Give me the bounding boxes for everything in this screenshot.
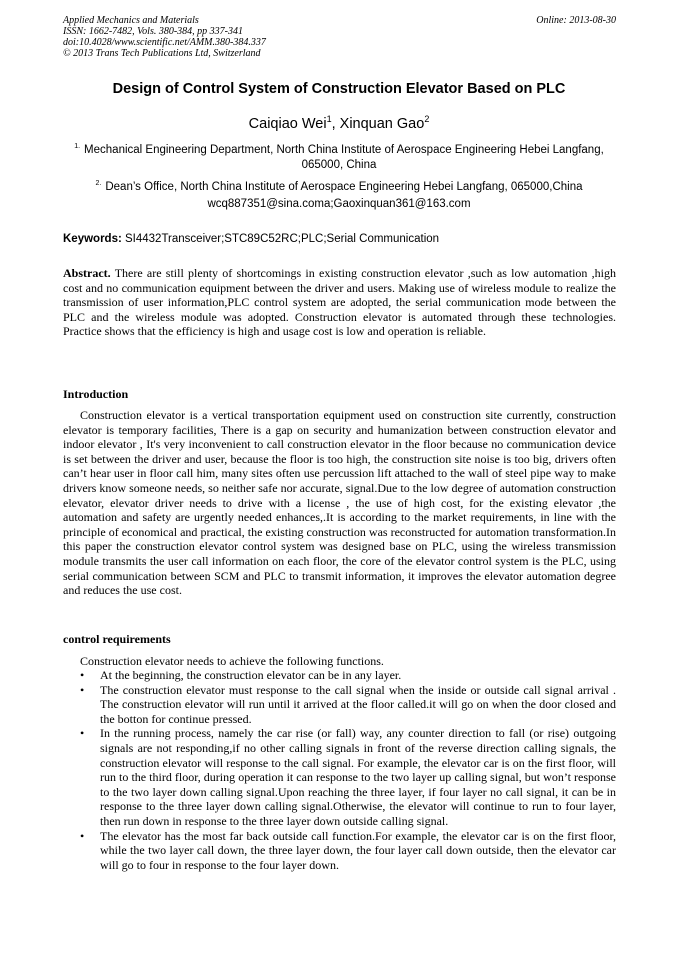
copyright-line: © 2013 Trans Tech Publications Ltd, Switzerland	[63, 48, 261, 59]
list-item-text: The elevator has the most far back outside call function.For example, the elevator car is on the first floor, while the two layer call down, the three layer down, the four layer call down outside, then the elevator car will go to four in response to the four layer down.	[100, 828, 616, 872]
list-item-text: At the beginning, the construction elevator can be in any layer.	[100, 668, 402, 682]
affiliation-mark: 1.	[74, 143, 81, 150]
issn-line: ISSN: 1662-7482, Vols. 380-384, pp 337-341	[63, 26, 243, 37]
author-affiliation-mark: 2	[424, 114, 430, 124]
list-item	[80, 668, 616, 683]
bullet: •	[80, 668, 85, 682]
bullet: •	[80, 828, 85, 843]
online-date: Online: 2013-08-30	[536, 15, 616, 26]
bullet: •	[80, 726, 85, 741]
abstract-text: There are still plenty of shortcomings in existing construction elevator ,such as low automation ,high cost and no communication equipment between the driver and users. Making use of wireless module to realize the transmission of user information,PLC control system are adopted, the serial communication mode between the PLC and the wireless module was adopted. Construction elevator is automated through these technologies. Practice shows that the efficiency is high and usage cost is low and operation is reliable.	[63, 266, 616, 339]
list-item	[80, 683, 616, 727]
requirements-intro: Construction elevator needs to achieve the following functions.	[80, 654, 384, 668]
journal-name: Applied Mechanics and Materials	[63, 15, 199, 26]
keywords-text: SI4432Transceiver;STC89C52RC;PLC;Serial Communication	[125, 233, 440, 245]
author-name: Caiqiao Wei	[248, 116, 327, 132]
list-item	[80, 726, 616, 828]
list-item	[80, 829, 616, 873]
abstract-label: Abstract.	[63, 266, 111, 280]
author-name: Xinquan Gao	[339, 116, 425, 132]
abstract	[63, 266, 616, 339]
author-line	[40, 110, 638, 133]
affiliation-text: Mechanical Engineering Department, North China Institute of Aerospace Engineering Hebei Langfang, 065000, China	[84, 144, 604, 171]
paper-title: Design of Control System of Construction Elevator Based on PLC	[112, 81, 566, 97]
doi-line: doi:10.4028/www.scientific.net/AMM.380-384.337	[63, 37, 266, 48]
list-item-text: In the running process, namely the car rise (or fall) way, any counter direction to fall (or rise) outgoing signals are not responding,if no other calling signals in front of the reverse direction calling signals, the construction elevator will response to the call signal. For example, the elevator car is on the first floor, will run to the third floor, during operation it can response to the two layer up calling signal, but won’t response to the two layer down calling signal.Upon reaching the three layer, if four layer no call signal, it can be in response to the three layer down calling signal.Otherwise, the elevator will continue to run to four layer, then run down in response to the three layer down outside calling signal.	[100, 726, 616, 828]
affiliation-text: Dean’s Office, North China Institute of Aerospace Engineering Hebei Langfang, 065000,China	[105, 181, 583, 193]
section-heading-control-requirements: control requirements	[63, 632, 171, 646]
keywords-label: Keywords:	[63, 233, 122, 245]
requirements-list	[80, 668, 616, 872]
affiliation-mark: 2.	[95, 180, 102, 187]
affiliation	[70, 139, 608, 173]
section-heading-introduction: Introduction	[63, 387, 129, 401]
bullet: •	[80, 682, 85, 697]
author-affiliation-mark: 1	[326, 114, 332, 124]
list-item-text: The construction elevator must response to the call signal when the inside or outside call signal arrival . The construction elevator will run until it arrived at the floor called.it will go on when the door closed and the botton for continue pressed.	[100, 682, 616, 726]
introduction-paragraph: Construction elevator is a vertical transportation equipment used on construction site currently, construction elevator is temporary facilities, There is a gap on security and humanization between construction elevator and indoor elevator , It's very inconvenient to call construction elevator in the floor because no communication device is set between the driver and user, because the floor is too high, the construction site noise is too big, drivers often can’t hear user in floor call him, many sites often use percussion lift attached to the wall of steel pipe way to make drivers know someone needs, so neither safe nor accurate, signal.Due to the low degree of automation construction elevator, elevator driver needs to drive with a license , the use of high cost, for the existing elevator ,the automation and safety are urgently needed enhances,.It is according to the market requirements, in line with the principle of economical and practical, the existing construction was reconstructed for automation transformation.In this paper the construction elevator control system was designed base on PLC, using the wireless transmission module transmits the user call information on each floor, the core of the elevator control system is the PLC, using serial communication between SCM and PLC to transmit information, it improves the elevator automation degree and reduces the use cost.	[63, 408, 616, 598]
journal-header	[63, 15, 616, 59]
affiliation	[40, 176, 638, 195]
author-separator: ,	[331, 116, 340, 132]
author-emails: wcq887351@sina.coma;Gaoxinquan361@163.com	[207, 198, 471, 210]
keywords	[63, 232, 616, 247]
